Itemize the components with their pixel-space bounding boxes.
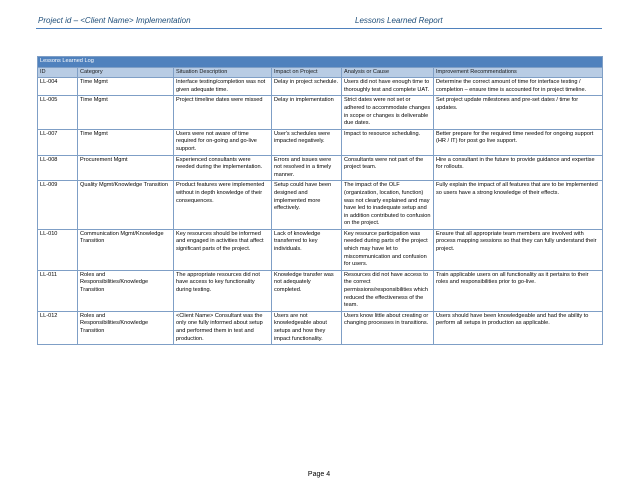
cell-recommendation: Users should have been knowledgeable and had the ability to perform all setups in production as applicable. bbox=[434, 311, 603, 344]
cell-recommendation: Train applicable users on all functionality as it pertains to their roles and responsibilities prior to go-live. bbox=[434, 270, 603, 311]
cell-recommendation: Set project update milestones and pre-set dates / time for updates. bbox=[434, 96, 603, 129]
cell-recommendation: Hire a consultant in the future to provide guidance and expertise for rollouts. bbox=[434, 155, 603, 181]
cell-impact: Errors and issues were not resolved in a timely manner. bbox=[272, 155, 342, 181]
cell-situation: The appropriate resources did not have access to key functionality during testing. bbox=[174, 270, 272, 311]
cell-analysis: Key resource participation was needed during parts of the project which may have let to miscommunication and confusion for users. bbox=[342, 229, 434, 270]
cell-impact: Lack of knowledge transferred to key individuals. bbox=[272, 229, 342, 270]
cell-id: LL-012 bbox=[38, 311, 78, 344]
cell-analysis: Strict dates were not set or adhered to accommodate changes in scope or changes is deliverable due dates. bbox=[342, 96, 434, 129]
header-rule bbox=[36, 28, 602, 29]
cell-impact: Users are not knowledgeable about setups and how they impact functionality. bbox=[272, 311, 342, 344]
cell-id: LL-011 bbox=[38, 270, 78, 311]
table-title: Lessons Learned Log bbox=[38, 57, 603, 68]
cell-id: LL-010 bbox=[38, 229, 78, 270]
cell-id: LL-004 bbox=[38, 78, 78, 96]
column-header-analysis: Analysis or Cause bbox=[342, 67, 434, 78]
cell-recommendation: Determine the correct amount of time for interface testing / completion – ensure time is accounted for in project timeline. bbox=[434, 78, 603, 96]
table-row bbox=[38, 270, 603, 311]
cell-recommendation: Fully explain the impact of all features that are to be implemented so users have a strong knowledge of their effects. bbox=[434, 181, 603, 230]
cell-analysis: Users know little about creating or changing processes in transitions. bbox=[342, 311, 434, 344]
table-row bbox=[38, 311, 603, 344]
cell-id: LL-007 bbox=[38, 129, 78, 155]
column-header-category: Category bbox=[78, 67, 174, 78]
cell-recommendation: Better prepare for the required time needed for ongoing support (HR / IT) for post go live support. bbox=[434, 129, 603, 155]
cell-category: Roles and Responsibilities/Knowledge Transition bbox=[78, 270, 174, 311]
lessons-learned-table bbox=[37, 56, 603, 345]
cell-situation: Product features were implemented without in depth knowledge of their consequences. bbox=[174, 181, 272, 230]
column-header-recommendations: Improvement Recommendations bbox=[434, 67, 603, 78]
column-header-situation: Situation Description bbox=[174, 67, 272, 78]
cell-situation: Experienced consultants were needed during the implementation. bbox=[174, 155, 272, 181]
cell-impact: User's schedules were impacted negatively. bbox=[272, 129, 342, 155]
cell-situation: <Client Name> Consultant was the only one fully informed about setup and performed them in test and production. bbox=[174, 311, 272, 344]
column-header-impact: Impact on Project bbox=[272, 67, 342, 78]
report-header-title: Lessons Learned Report bbox=[355, 16, 443, 25]
cell-category: Quality Mgmt/Knowledge Transition bbox=[78, 181, 174, 230]
cell-recommendation: Ensure that all appropriate team members are involved with process mapping sessions so that they can fully understand their project. bbox=[434, 229, 603, 270]
column-header-id: ID bbox=[38, 67, 78, 78]
table-row bbox=[38, 181, 603, 230]
table-row bbox=[38, 155, 603, 181]
table-row bbox=[38, 129, 603, 155]
page-number: Page 4 bbox=[307, 471, 331, 478]
cell-analysis: Resources did not have access to the correct permissions/responsibilities which reduced the effectiveness of the team. bbox=[342, 270, 434, 311]
cell-impact: Knowledge transfer was not adequately completed. bbox=[272, 270, 342, 311]
cell-situation: Project timeline dates were missed bbox=[174, 96, 272, 129]
cell-id: LL-009 bbox=[38, 181, 78, 230]
cell-analysis: The impact of the OLF (organization, location, function) was not clearly explained and may have led to inadequate setup and in addition contributed to confusion on the project. bbox=[342, 181, 434, 230]
cell-situation: Users were not aware of time required for on-going and go-live support. bbox=[174, 129, 272, 155]
cell-analysis: Users did not have enough time to thoroughly test and complete UAT. bbox=[342, 78, 434, 96]
cell-situation: Key resources should be informed and engaged in activities that affect significant parts of the project. bbox=[174, 229, 272, 270]
cell-id: LL-008 bbox=[38, 155, 78, 181]
cell-situation: Interface testing/completion was not given adequate time. bbox=[174, 78, 272, 96]
cell-impact: Delay in project schedule. bbox=[272, 78, 342, 96]
cell-category: Time Mgmt bbox=[78, 96, 174, 129]
cell-analysis: Consultants were not part of the project team. bbox=[342, 155, 434, 181]
cell-impact: Setup could have been designed and implemented more effectively. bbox=[272, 181, 342, 230]
cell-category: Time Mgmt bbox=[78, 129, 174, 155]
cell-category: Communication Mgmt/Knowledge Transition bbox=[78, 229, 174, 270]
cell-category: Procurement Mgmt bbox=[78, 155, 174, 181]
cell-category: Roles and Responsibilities/Knowledge Transition bbox=[78, 311, 174, 344]
table-row bbox=[38, 78, 603, 96]
cell-id: LL-005 bbox=[38, 96, 78, 129]
cell-impact: Delay in implementation bbox=[272, 96, 342, 129]
table-row bbox=[38, 96, 603, 129]
cell-analysis: Impact to resource scheduling. bbox=[342, 129, 434, 155]
cell-category: Time Mgmt bbox=[78, 78, 174, 96]
table-row bbox=[38, 229, 603, 270]
report-header-project: Project id – <Client Name> Implementation bbox=[38, 16, 191, 25]
